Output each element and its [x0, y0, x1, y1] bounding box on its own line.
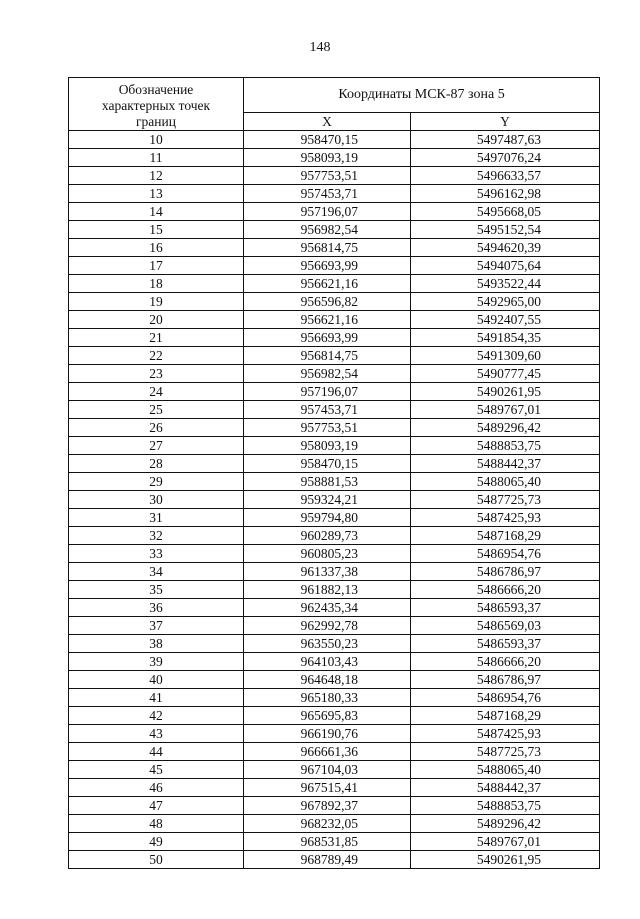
point-cell: 41 [69, 689, 244, 707]
point-cell: 29 [69, 473, 244, 491]
y-coordinate-cell: 5496633,57 [411, 167, 600, 185]
x-coordinate-cell: 966661,36 [244, 743, 411, 761]
point-cell: 43 [69, 725, 244, 743]
table-row [69, 473, 600, 491]
point-cell: 11 [69, 149, 244, 167]
y-coordinate-cell: 5486786,97 [411, 563, 600, 581]
table-row [69, 635, 600, 653]
header-point-line-2: характерных точек [101, 98, 211, 113]
x-coordinate-cell: 956982,54 [244, 365, 411, 383]
y-coordinate-cell: 5486666,20 [411, 653, 600, 671]
point-cell: 22 [69, 347, 244, 365]
table-row [69, 401, 600, 419]
table-row [69, 779, 600, 797]
table-row [69, 599, 600, 617]
table-row [69, 167, 600, 185]
x-coordinate-cell: 958881,53 [244, 473, 411, 491]
point-cell: 47 [69, 797, 244, 815]
table-row [69, 221, 600, 239]
x-coordinate-cell: 960805,23 [244, 545, 411, 563]
table-row [69, 509, 600, 527]
y-coordinate-cell: 5487725,73 [411, 491, 600, 509]
y-coordinate-cell: 5486786,97 [411, 671, 600, 689]
y-coordinate-cell: 5492407,55 [411, 311, 600, 329]
point-cell: 40 [69, 671, 244, 689]
x-coordinate-cell: 961882,13 [244, 581, 411, 599]
table-row [69, 707, 600, 725]
table-row [69, 455, 600, 473]
x-coordinate-cell: 956693,99 [244, 329, 411, 347]
y-coordinate-cell: 5494075,64 [411, 257, 600, 275]
y-coordinate-cell: 5491854,35 [411, 329, 600, 347]
x-coordinate-cell: 956693,99 [244, 257, 411, 275]
y-coordinate-cell: 5488065,40 [411, 473, 600, 491]
y-coordinate-cell: 5491309,60 [411, 347, 600, 365]
x-coordinate-cell: 956814,75 [244, 347, 411, 365]
x-coordinate-cell: 964648,18 [244, 671, 411, 689]
point-cell: 28 [69, 455, 244, 473]
point-cell: 38 [69, 635, 244, 653]
y-coordinate-cell: 5486569,03 [411, 617, 600, 635]
page-number: 148 [309, 40, 331, 55]
point-cell: 14 [69, 203, 244, 221]
y-coordinate-cell: 5490261,95 [411, 383, 600, 401]
y-coordinate-cell: 5493522,44 [411, 275, 600, 293]
x-coordinate-cell: 965180,33 [244, 689, 411, 707]
header-point-designation [69, 78, 244, 131]
x-coordinate-cell: 956596,82 [244, 293, 411, 311]
table-row [69, 293, 600, 311]
y-coordinate-cell: 5486593,37 [411, 599, 600, 617]
point-cell: 49 [69, 833, 244, 851]
header-point-line-1: Обозначение [118, 82, 194, 97]
point-cell: 15 [69, 221, 244, 239]
x-coordinate-cell: 960289,73 [244, 527, 411, 545]
table-row [69, 257, 600, 275]
point-cell: 19 [69, 293, 244, 311]
x-coordinate-cell: 957753,51 [244, 167, 411, 185]
y-coordinate-cell: 5487725,73 [411, 743, 600, 761]
y-coordinate-cell: 5486593,37 [411, 635, 600, 653]
x-coordinate-cell: 956621,16 [244, 311, 411, 329]
x-coordinate-cell: 962992,78 [244, 617, 411, 635]
y-coordinate-cell: 5495668,05 [411, 203, 600, 221]
table-row [69, 725, 600, 743]
table-row [69, 329, 600, 347]
x-coordinate-cell: 956621,16 [244, 275, 411, 293]
x-coordinate-cell: 967104,03 [244, 761, 411, 779]
x-coordinate-cell: 958470,15 [244, 455, 411, 473]
x-coordinate-cell: 956982,54 [244, 221, 411, 239]
point-cell: 31 [69, 509, 244, 527]
table-row [69, 689, 600, 707]
x-coordinate-cell: 967892,37 [244, 797, 411, 815]
point-cell: 23 [69, 365, 244, 383]
header-coordinates: Координаты МСК-87 зона 5 [244, 78, 600, 113]
header-y: Y [411, 113, 600, 131]
table-row [69, 203, 600, 221]
coordinates-table [68, 77, 600, 869]
x-coordinate-cell: 966190,76 [244, 725, 411, 743]
point-cell: 16 [69, 239, 244, 257]
point-cell: 50 [69, 851, 244, 869]
y-coordinate-cell: 5492965,00 [411, 293, 600, 311]
point-cell: 25 [69, 401, 244, 419]
point-cell: 30 [69, 491, 244, 509]
point-cell: 35 [69, 581, 244, 599]
y-coordinate-cell: 5494620,39 [411, 239, 600, 257]
table-row [69, 833, 600, 851]
point-cell: 17 [69, 257, 244, 275]
header-point-line-3: границ [136, 114, 176, 129]
x-coordinate-cell: 957453,71 [244, 185, 411, 203]
point-cell: 18 [69, 275, 244, 293]
x-coordinate-cell: 959794,80 [244, 509, 411, 527]
point-cell: 13 [69, 185, 244, 203]
y-coordinate-cell: 5496162,98 [411, 185, 600, 203]
y-coordinate-cell: 5488442,37 [411, 455, 600, 473]
table-row [69, 797, 600, 815]
x-coordinate-cell: 957196,07 [244, 383, 411, 401]
y-coordinate-cell: 5486954,76 [411, 689, 600, 707]
table-row [69, 383, 600, 401]
table-row [69, 527, 600, 545]
table-row [69, 311, 600, 329]
x-coordinate-cell: 958093,19 [244, 437, 411, 455]
point-cell: 44 [69, 743, 244, 761]
x-coordinate-cell: 968232,05 [244, 815, 411, 833]
x-coordinate-cell: 963550,23 [244, 635, 411, 653]
point-cell: 27 [69, 437, 244, 455]
table-row [69, 419, 600, 437]
x-coordinate-cell: 964103,43 [244, 653, 411, 671]
point-cell: 26 [69, 419, 244, 437]
header-x: X [244, 113, 411, 131]
y-coordinate-cell: 5497487,63 [411, 131, 600, 149]
x-coordinate-cell: 961337,38 [244, 563, 411, 581]
table-row [69, 671, 600, 689]
y-coordinate-cell: 5490261,95 [411, 851, 600, 869]
point-cell: 42 [69, 707, 244, 725]
table-row [69, 365, 600, 383]
y-coordinate-cell: 5489296,42 [411, 419, 600, 437]
table-row [69, 131, 600, 149]
y-coordinate-cell: 5488853,75 [411, 437, 600, 455]
y-coordinate-cell: 5487425,93 [411, 725, 600, 743]
y-coordinate-cell: 5495152,54 [411, 221, 600, 239]
table-row [69, 851, 600, 869]
table-row [69, 581, 600, 599]
y-coordinate-cell: 5490777,45 [411, 365, 600, 383]
table-row [69, 275, 600, 293]
x-coordinate-cell: 965695,83 [244, 707, 411, 725]
x-coordinate-cell: 967515,41 [244, 779, 411, 797]
y-coordinate-cell: 5488442,37 [411, 779, 600, 797]
point-cell: 21 [69, 329, 244, 347]
point-cell: 36 [69, 599, 244, 617]
x-coordinate-cell: 957453,71 [244, 401, 411, 419]
table-row [69, 815, 600, 833]
table-row [69, 743, 600, 761]
table-row [69, 185, 600, 203]
point-cell: 46 [69, 779, 244, 797]
x-coordinate-cell: 958470,15 [244, 131, 411, 149]
y-coordinate-cell: 5487168,29 [411, 527, 600, 545]
table-row [69, 653, 600, 671]
point-cell: 37 [69, 617, 244, 635]
point-cell: 10 [69, 131, 244, 149]
point-cell: 33 [69, 545, 244, 563]
point-cell: 34 [69, 563, 244, 581]
y-coordinate-cell: 5487425,93 [411, 509, 600, 527]
y-coordinate-cell: 5488853,75 [411, 797, 600, 815]
point-cell: 39 [69, 653, 244, 671]
table-row [69, 239, 600, 257]
x-coordinate-cell: 958093,19 [244, 149, 411, 167]
table-row [69, 347, 600, 365]
table-row [69, 149, 600, 167]
x-coordinate-cell: 957753,51 [244, 419, 411, 437]
y-coordinate-cell: 5497076,24 [411, 149, 600, 167]
point-cell: 48 [69, 815, 244, 833]
point-cell: 45 [69, 761, 244, 779]
x-coordinate-cell: 957196,07 [244, 203, 411, 221]
y-coordinate-cell: 5489767,01 [411, 401, 600, 419]
point-cell: 32 [69, 527, 244, 545]
point-cell: 24 [69, 383, 244, 401]
table-row [69, 761, 600, 779]
y-coordinate-cell: 5488065,40 [411, 761, 600, 779]
table-body [69, 131, 600, 869]
table-row [69, 437, 600, 455]
y-coordinate-cell: 5489296,42 [411, 815, 600, 833]
x-coordinate-cell: 968531,85 [244, 833, 411, 851]
x-coordinate-cell: 959324,21 [244, 491, 411, 509]
x-coordinate-cell: 968789,49 [244, 851, 411, 869]
table-row [69, 563, 600, 581]
table-row [69, 545, 600, 563]
x-coordinate-cell: 962435,34 [244, 599, 411, 617]
point-cell: 20 [69, 311, 244, 329]
table-row [69, 491, 600, 509]
y-coordinate-cell: 5486954,76 [411, 545, 600, 563]
y-coordinate-cell: 5487168,29 [411, 707, 600, 725]
table-row [69, 617, 600, 635]
x-coordinate-cell: 956814,75 [244, 239, 411, 257]
y-coordinate-cell: 5489767,01 [411, 833, 600, 851]
point-cell: 12 [69, 167, 244, 185]
y-coordinate-cell: 5486666,20 [411, 581, 600, 599]
